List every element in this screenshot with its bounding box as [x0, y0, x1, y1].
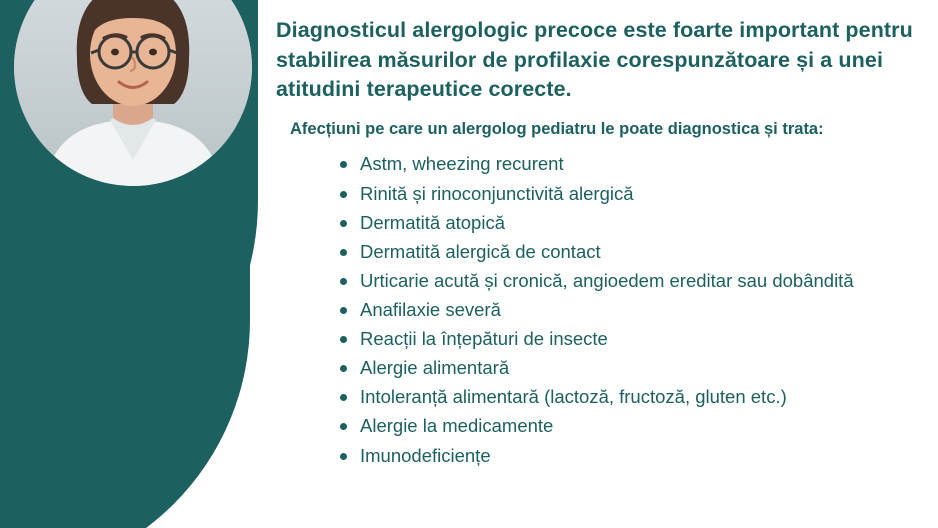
list-item: Urticarie acută și cronică, angioedem ereditar sau dobândită: [338, 267, 924, 295]
list-item: Imunodeficiențe: [338, 442, 924, 470]
list-item: Alergie la medicamente: [338, 412, 924, 440]
list-item: Alergie alimentară: [338, 354, 924, 382]
list-item: Intoleranță alimentară (lactoză, fructoză, gluten etc.): [338, 383, 924, 411]
list-item: Astm, wheezing recurent: [338, 150, 924, 178]
list-item: Dermatită atopică: [338, 209, 924, 237]
section-subtitle: Afecțiuni pe care un alergolog pediatru le poate diagnostica și trata:: [290, 119, 824, 138]
list-item: Anafilaxie severă: [338, 296, 924, 324]
list-item: Dermatită alergică de contact: [338, 238, 924, 266]
slide-content: [276, 16, 924, 471]
conditions-list: [276, 150, 924, 469]
list-item: Rinită și rinoconjunctivită alergică: [338, 180, 924, 208]
list-item: Reacții la înțepături de insecte: [338, 325, 924, 353]
page-title: Diagnosticul alergologic precoce este foarte important pentru stabilirea măsurilor de profilaxie corespunzătoare și a unei atitudini terapeutice corecte.: [276, 18, 913, 102]
